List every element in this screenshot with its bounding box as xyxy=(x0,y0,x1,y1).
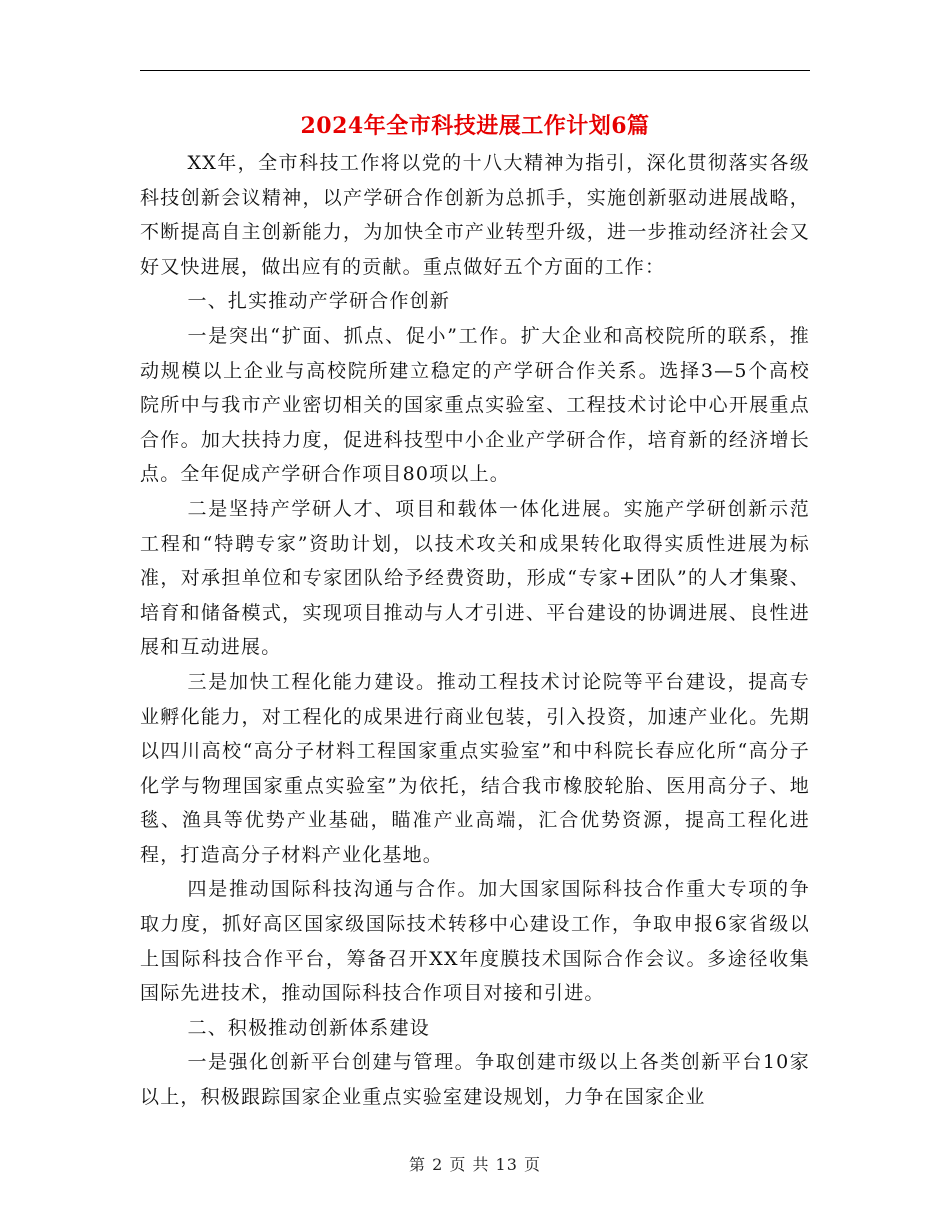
section-heading-1: 一、扎实推动产学研合作创新 xyxy=(187,290,451,313)
document-body xyxy=(140,146,810,1115)
paragraph-intro: XX年，全市科技工作将以党的十八大精神为指引，深化贯彻落实各级科技创新会议精神，以产学研合作创新为总抓手，实施创新驱动进展战略，不断提高自主创新能力，为加快全市产业转型升级，进一步推动经济社会又好又快进展，做出应有的贡献。重点做好五个方面的工作： xyxy=(140,152,810,278)
header-rule xyxy=(140,70,810,71)
document-title: 2024年全市科技进展工作计划6篇 xyxy=(300,113,650,139)
paragraph-item-1: 一是突出“扩面、抓点、促小”工作。扩大企业和高校院所的联系，推动规模以上企业与高校院所建立稳定的产学研合作关系。选择3—5个高校院所中与我市产业密切相关的国家重点实验室、工程技术讨论中心开展重点合作。加大扶持力度，促进科技型中小企业产学研合作，培育新的经济增长点。全年促成产学研合作项目80项以上。 xyxy=(140,324,810,486)
paragraph-item-5: 一是强化创新平台创建与管理。争取创建市级以上各类创新平台10家以上，积极跟踪国家企业重点实验室建设规划，力争在国家企业 xyxy=(140,1051,810,1109)
paragraph-item-3: 三是加快工程化能力建设。推动工程技术讨论院等平台建设，提高专业孵化能力，对工程化的成果进行商业包装，引入投资，加速产业化。先期以四川高校“高分子材料工程国家重点实验室”和中科院长春应化所“高分子化学与物理国家重点实验室”为依托，结合我市橡胶轮胎、医用高分子、地毯、渔具等优势产业基础，瞄准产业高端，汇合优势资源，提高工程化进程，打造高分子材料产业化基地。 xyxy=(140,670,810,866)
page-number-footer: 第 2 页 共 13 页 xyxy=(409,1155,541,1174)
paragraph-item-4: 四是推动国际科技沟通与合作。加大国家国际科技合作重大专项的争取力度，抓好高区国家级国际技术转移中心建设工作，争取申报6家省级以上国际科技合作平台，筹备召开XX年度膜技术国际合作会议。多途径收集国际先进技术，推动国际科技合作项目对接和引进。 xyxy=(140,878,810,1005)
section-heading-2: 二、积极推动创新体系建设 xyxy=(187,1016,430,1039)
paragraph-item-2: 二是坚持产学研人才、项目和载体一体化进展。实施产学研创新示范工程和“特聘专家”资助计划，以技术攻关和成果转化取得实质性进展为标准，对承担单位和专家团队给予经费资助，形成“专家+团队”的人才集聚、培育和储备模式，实现项目推动与人才引进、平台建设的协调进展、良性进展和互动进展。 xyxy=(140,497,810,659)
